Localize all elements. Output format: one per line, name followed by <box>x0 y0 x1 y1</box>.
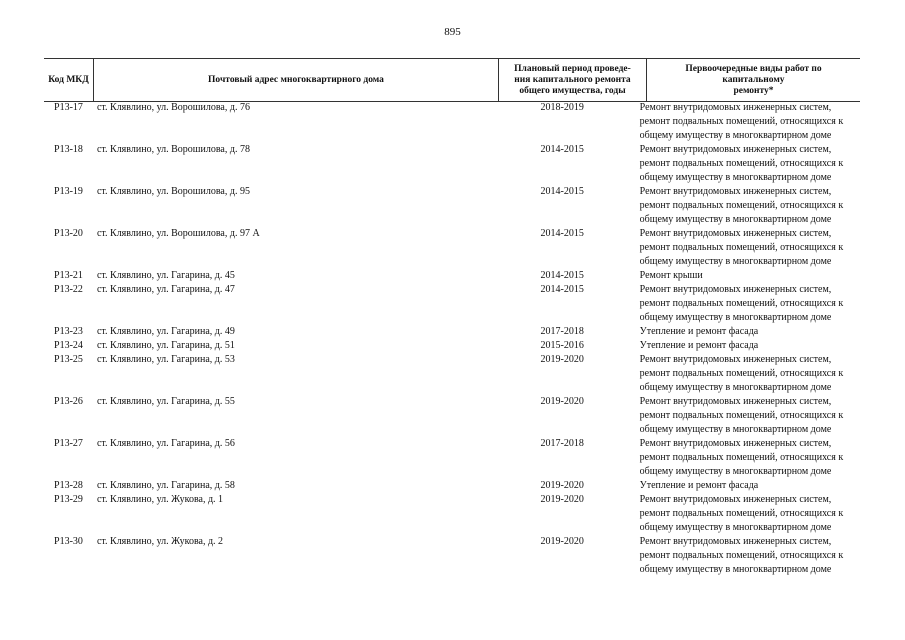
header-period <box>499 59 647 101</box>
cell-period: 2014-2015 <box>540 186 584 197</box>
table-row <box>44 339 860 353</box>
cell-code: Р13-29 <box>54 494 83 505</box>
cell-code: Р13-17 <box>54 102 83 113</box>
cell-code: Р13-24 <box>54 340 83 351</box>
header-address: Почтовый адрес многоквартирного дома <box>94 59 499 101</box>
header-code: Код МКД <box>44 59 94 101</box>
table-row <box>44 353 860 395</box>
cell-address: ст. Клявлино, ул. Гагарина, д. 53 <box>96 354 235 365</box>
cell-address: ст. Клявлино, ул. Гагарина, д. 55 <box>96 396 235 407</box>
cell-code: Р13-20 <box>54 228 83 239</box>
cell-period: 2017-2018 <box>540 326 584 337</box>
cell-address: ст. Клявлино, ул. Гагарина, д. 49 <box>96 326 235 337</box>
cell-works: Ремонт внутридомовых инженерных систем, ремонт подвальных помещений, относящихся к общему имуществу в многоквартирном доме <box>639 438 844 477</box>
table-row <box>44 437 860 479</box>
cell-works: Ремонт внутридомовых инженерных систем, ремонт подвальных помещений, относящихся к общему имуществу в многоквартирном доме <box>639 354 844 393</box>
table-row <box>44 101 860 143</box>
cell-address: ст. Клявлино, ул. Ворошилова, д. 97 А <box>96 228 260 239</box>
cell-period: 2014-2015 <box>540 144 584 155</box>
cell-period: 2017-2018 <box>540 438 584 449</box>
cell-works: Ремонт внутридомовых инженерных систем, ремонт подвальных помещений, относящихся к общему имуществу в многоквартирном доме <box>639 536 844 575</box>
table-body <box>44 101 860 577</box>
cell-address: ст. Клявлино, ул. Гагарина, д. 45 <box>96 270 235 281</box>
cell-period: 2019-2020 <box>540 536 584 547</box>
cell-works: Ремонт внутридомовых инженерных систем, ремонт подвальных помещений, относящихся к общему имуществу в многоквартирном доме <box>639 228 844 267</box>
cell-code: Р13-19 <box>54 186 83 197</box>
header-works <box>647 59 860 101</box>
cell-period: 2014-2015 <box>540 228 584 239</box>
cell-works: Ремонт внутридомовых инженерных систем, ремонт подвальных помещений, относящихся к общему имуществу в многоквартирном доме <box>639 102 844 141</box>
page-number: 895 <box>444 26 461 38</box>
cell-address: ст. Клявлино, ул. Гагарина, д. 47 <box>96 284 235 295</box>
cell-works: Ремонт внутридомовых инженерных систем, ремонт подвальных помещений, относящихся к общему имуществу в многоквартирном доме <box>639 186 844 225</box>
table-row <box>44 493 860 535</box>
cell-code: Р13-23 <box>54 326 83 337</box>
cell-works: Утепление и ремонт фасада <box>639 326 759 337</box>
cell-address: ст. Клявлино, ул. Жукова, д. 1 <box>96 494 224 505</box>
table-row <box>44 479 860 493</box>
cell-works: Утепление и ремонт фасада <box>639 480 759 491</box>
table-row <box>44 535 860 577</box>
cell-period: 2015-2016 <box>540 340 584 351</box>
table-row <box>44 143 860 185</box>
cell-period: 2019-2020 <box>540 480 584 491</box>
cell-code: Р13-21 <box>54 270 83 281</box>
cell-works: Ремонт внутридомовых инженерных систем, ремонт подвальных помещений, относящихся к общему имуществу в многоквартирном доме <box>639 494 844 533</box>
cell-period: 2014-2015 <box>540 270 584 281</box>
cell-code: Р13-28 <box>54 480 83 491</box>
cell-address: ст. Клявлино, ул. Ворошилова, д. 76 <box>96 102 250 113</box>
cell-works: Ремонт крыши <box>639 270 703 281</box>
cell-period: 2014-2015 <box>540 284 584 295</box>
cell-period: 2019-2020 <box>540 396 584 407</box>
cell-code: Р13-26 <box>54 396 83 407</box>
cell-works: Ремонт внутридомовых инженерных систем, ремонт подвальных помещений, относящихся к общему имуществу в многоквартирном доме <box>639 284 844 323</box>
header-works-text: Первоочередные виды работ по капитальному ремонту* <box>685 63 822 96</box>
table-row <box>44 325 860 339</box>
cell-works: Ремонт внутридомовых инженерных систем, ремонт подвальных помещений, относящихся к общему имуществу в многоквартирном доме <box>639 144 844 183</box>
cell-code: Р13-18 <box>54 144 83 155</box>
table-row <box>44 283 860 325</box>
cell-period: 2019-2020 <box>540 494 584 505</box>
cell-works: Утепление и ремонт фасада <box>639 340 759 351</box>
header-period-text: Плановый период проведе- ния капитального ремонта общего имущества, годы <box>514 63 631 96</box>
table-row <box>44 185 860 227</box>
cell-code: Р13-22 <box>54 284 83 295</box>
table-row <box>44 227 860 269</box>
cell-address: ст. Клявлино, ул. Жукова, д. 2 <box>96 536 224 547</box>
cell-code: Р13-27 <box>54 438 83 449</box>
cell-address: ст. Клявлино, ул. Гагарина, д. 58 <box>96 480 235 491</box>
cell-period: 2018-2019 <box>540 102 584 113</box>
table-row <box>44 395 860 437</box>
cell-code: Р13-25 <box>54 354 83 365</box>
cell-works: Ремонт внутридомовых инженерных систем, ремонт подвальных помещений, относящихся к общему имуществу в многоквартирном доме <box>639 396 844 435</box>
cell-address: ст. Клявлино, ул. Гагарина, д. 51 <box>96 340 235 351</box>
cell-period: 2019-2020 <box>540 354 584 365</box>
cell-address: ст. Клявлино, ул. Гагарина, д. 56 <box>96 438 235 449</box>
cell-code: Р13-30 <box>54 536 83 547</box>
cell-address: ст. Клявлино, ул. Ворошилова, д. 95 <box>96 186 250 197</box>
cell-address: ст. Клявлино, ул. Ворошилова, д. 78 <box>96 144 250 155</box>
table-header <box>44 58 860 102</box>
table-row <box>44 269 860 283</box>
